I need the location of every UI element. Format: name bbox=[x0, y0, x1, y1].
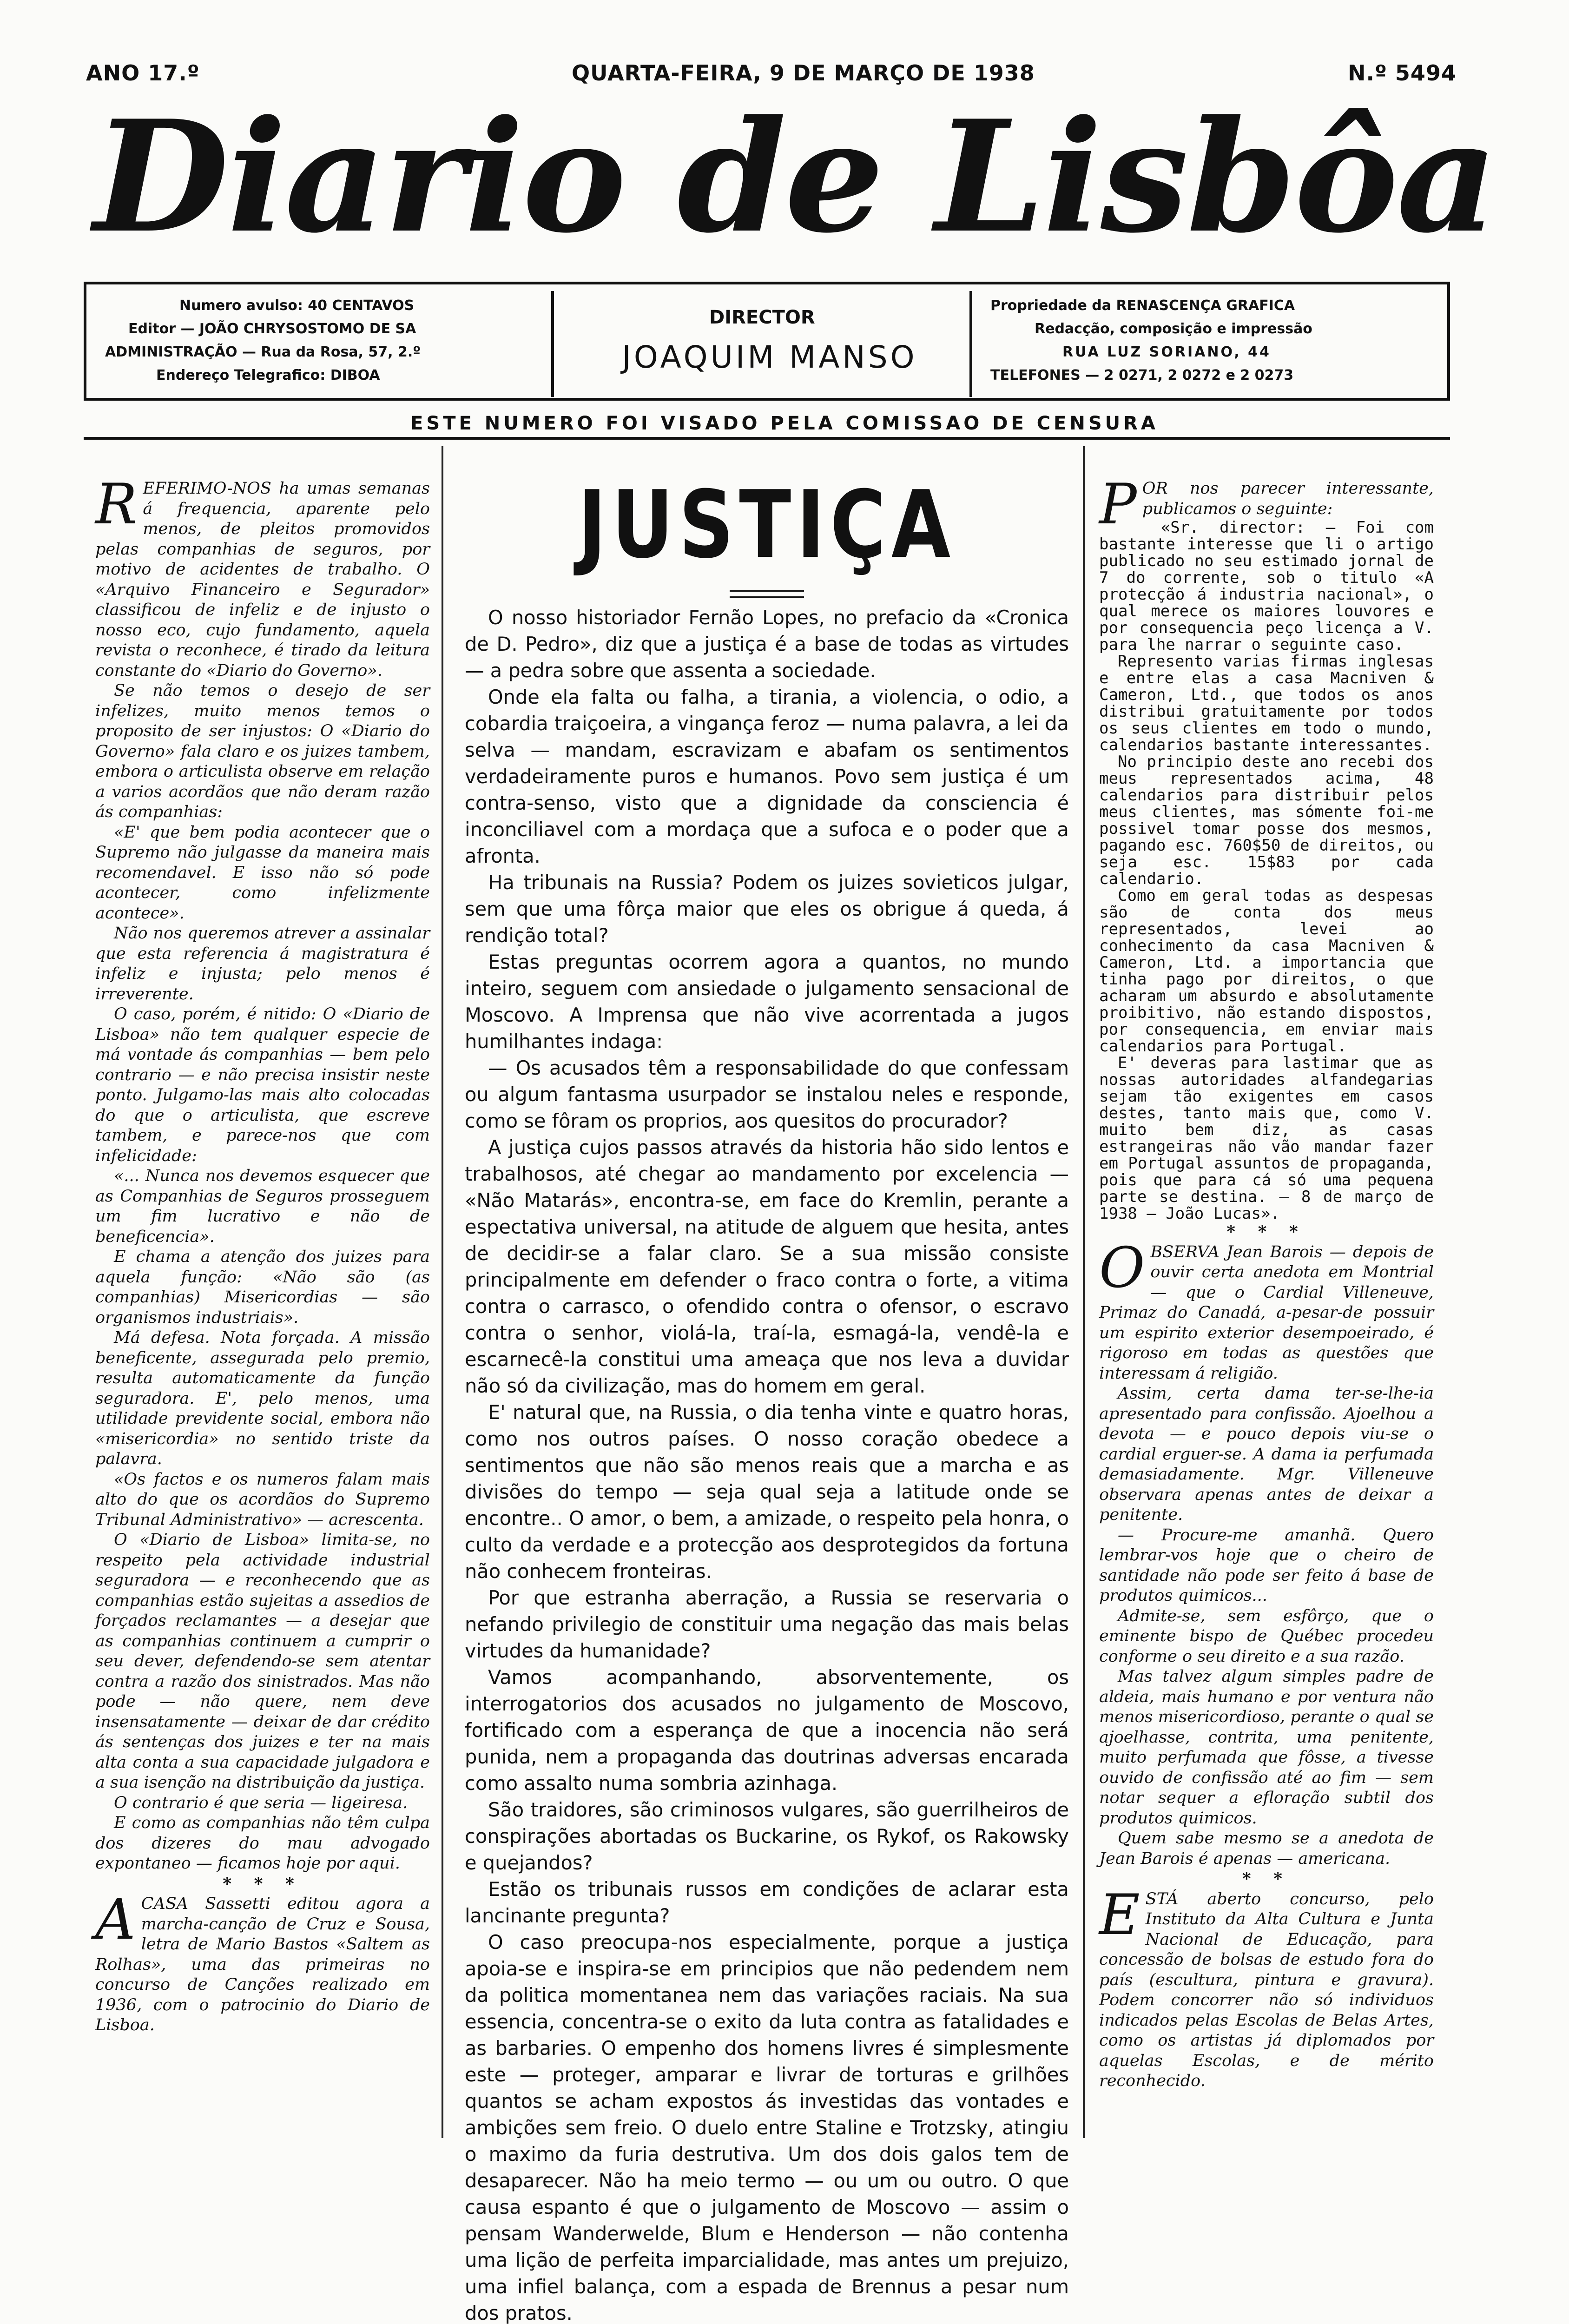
article-paragraph: STÁ aberto concurso, pelo Instituto da Alta Cultura e Junta Nacional de Educação, para concessão de bolsas de estudo fora do país (escultura, pintura e gravura). Podem concorrer não só individuos indicados pelas Escolas de Belas Artes, como os artistas já diplomados por aquelas Escolas, e de mérito reconhecido. bbox=[1099, 1889, 1434, 2090]
price-line: Numero avulso: 40 CENTAVOS bbox=[179, 297, 415, 314]
letter-paragraph: E' deveras para lastimar que as nossas autoridades alfandegarias sejam tão exigentes em casos destes, tanto mais que, como V. muito bem diz, as casas estrangeiras não vão mandar fazer em Portugal assuntos de propaganda, pois que para cá só uma pequena parte se destina. — 8 de março de 1938 — João Lucas». bbox=[1099, 1054, 1434, 1223]
right-column bbox=[1099, 472, 1434, 2092]
press-line: Redacção, composição e impressão bbox=[1035, 321, 1312, 337]
director-name: JOAQUIM MANSO bbox=[622, 339, 917, 375]
drop-cap: R bbox=[95, 472, 138, 537]
article-paragraph: E' natural que, na Russia, o dia tenha vinte e quatro horas, como nos outros países. O nosso coração obedece a sentimentos que não são menos reais que a marcha e as divisões do tempo — seja qual seja a latitude onde se encontre.. O amor, o bem, a amizade, o respeito pela honra, o culto da verdade e a protecção aos desprotegidos da fortuna não conhecem fronteiras. bbox=[465, 1401, 1069, 1583]
article-paragraph: Admite-se, sem esfôrço, que o eminente bispo de Québec procedeu conforme o seu direito e a sua razão. bbox=[1099, 1606, 1434, 1666]
date-line: QUARTA-FEIRA, 9 DE MARÇO DE 1938 bbox=[572, 60, 1035, 86]
center-column bbox=[465, 604, 1069, 2324]
article-paragraph: Se não temos o desejo de ser infelizes, muito menos temos o proposito de ser injustos: O «Diario do Governo» fala claro e os juizes tambem, embora o articulista observe em relação a varios acordãos que não deram razão ás companhias: bbox=[95, 681, 430, 821]
section-separator: * * * bbox=[1226, 1222, 1306, 1241]
drop-cap: E bbox=[1099, 1882, 1140, 1948]
issue-number: N.º 5494 bbox=[1348, 60, 1457, 86]
article-paragraph: Estão os tribunais russos em condições de aclarar esta lancinante pregunta? bbox=[465, 1878, 1069, 1927]
article-paragraph: Por que estranha aberração, a Russia se reservaria o nefando privilegio de constituir uma negação das mais belas virtudes da humanidade? bbox=[465, 1586, 1069, 1662]
drop-cap: P bbox=[1099, 472, 1137, 537]
article-paragraph: São traidores, são criminosos vulgares, são guerrilheiros de conspirações abortadas os Buckarine, os Rykof, os Rakowsky e quejandos? bbox=[465, 1798, 1069, 1874]
article-paragraph: Vamos acompanhando, absorventemente, os interrogatorios dos acusados no julgamento de Moscovo, fortificado com a esperança de que a inocencia não será punida, nem a propaganda das doutrinas adversas encarada como assalto numa sombria azinhaga. bbox=[465, 1666, 1069, 1795]
column-rule bbox=[442, 446, 443, 2138]
article-paragraph: Não nos queremos atrever a assinalar que esta referencia á magistratura é infeliz e injusta; pelo menos é irreverente. bbox=[95, 924, 430, 1004]
letter-paragraph: Represento varias firmas inglesas e entre elas a casa Macniven & Cameron, Ltd., que todos os anos distribui gratuitamente por todos os seus clientes em todo o mundo, calendarios bastante interessantes. bbox=[1099, 652, 1434, 754]
article-paragraph: A justiça cujos passos através da historia hão sido lentos e trabalhosos, até chegar ao mandamento por excelencia — «Não Matarás», encontra-se, em face do Kremlin, perante a espectativa universal, na atitude de alguem que hesita, antes de decidir-se a falar claro. Se a sua missão consiste principalmente em defender o fraco contra o forte, a vitima contra o carrasco, o ofendido contra o ofensor, o escravo contra o senhor, violá-la, traí-la, esmagá-la, vendê-la e escarnecê-la constitui uma ameaça que nos leva a duvidar não só da civilização, mas do homem em geral. bbox=[465, 1136, 1069, 1397]
article-paragraph: E como as companhias não têm culpa dos dizeres do mau advogado expontaneo — ficamos hoje por aqui. bbox=[95, 1814, 430, 1873]
article-paragraph: O caso, porém, é nitido: O «Diario de Lisboa» não tem qualquer especie de má vontade ás companhias — bem pelo contrario — e não precisa insistir neste ponto. Julgamo-las mais alto colocadas do que o articulista, que escreve tambem, e parece-nos que com infelicidade: bbox=[95, 1005, 430, 1165]
reader-letter bbox=[1099, 519, 1434, 1222]
letter-paragraph: «Sr. director: — Foi com bastante interesse que li o artigo publicado no seu estimado jornal de 7 do corrente, sob o titulo «A protecção á industria nacional», o qual merece os maiores louvores e por consequencia peço licença a V. para lhe narrar o seguinte caso. bbox=[1099, 518, 1434, 654]
administration-line: ADMINISTRAÇÃO — Rua da Rosa, 57, 2.º bbox=[105, 344, 421, 360]
publication-info-box bbox=[84, 282, 1450, 401]
year-label: ANO 17.º bbox=[86, 60, 200, 86]
article-paragraph: — Os acusados têm a responsabilidade do que confessam ou algum fantasma usurpador se instalou neles e responde, como se fôram os proprios, aos quesitos do procurador? bbox=[465, 1056, 1069, 1132]
headline: JUSTIÇA bbox=[578, 471, 956, 579]
drop-cap: A bbox=[95, 1888, 136, 1952]
info-divider bbox=[551, 291, 554, 397]
section-separator: * * bbox=[1242, 1869, 1291, 1888]
article-paragraph: «E' que bem podia acontecer que o Supremo não julgasse da maneira mais recomendavel. E isso não só pode acontecer, como infelizmente acontece». bbox=[95, 823, 430, 923]
article-paragraph: «Os factos e os numeros falam mais alto do que os acordãos do Supremo Tribunal Administrativo» — acrescenta. bbox=[95, 1470, 430, 1529]
phones-line: TELEFONES — 2 0271, 2 0272 e 2 0273 bbox=[990, 367, 1294, 383]
article-paragraph: CASA Sassetti editou agora a marcha-canção de Cruz e Sousa, letra de Mario Bastos «Saltem as Rolhas», uma das primeiras no concurso de Canções realizado em 1936, com o patrocinio do Diario de Lisboa. bbox=[95, 1895, 430, 2034]
address-line: RUA LUZ SORIANO, 44 bbox=[1062, 344, 1271, 360]
letter-paragraph: Como em geral todas as despesas são de conta dos meus representados, levei ao conhecimento da casa Macniven & Cameron, Ltd. a importancia que tinha pago por direitos, o que acharam um absurdo e absolutamente proibitivo, não estando dispostos, por consequencia, em enviar mais calendarios para Portugal. bbox=[1099, 886, 1434, 1056]
article-paragraph: Mas talvez algum simples padre de aldeia, mais humano e por ventura não menos misericordioso, perante o qual se ajoelhasse, contrita, uma penitente, muito perfumada que fôsse, a tivesse ouvido de confissão até ao fim — sem notar sequer a efloração subtil dos produtos quimicos. bbox=[1099, 1667, 1434, 1828]
article-paragraph: O caso preocupa-nos especialmente, porque a justiça apoia-se e inspira-se em principios que não pedendem nem da politica momentanea nem das variações raciais. Na sua essencia, concentra-se o exito da luta contra as fatalidades e as barbaries. O empenho dos homens livres é simplesmente este — proteger, amparar e livrar de torturas e grilhões quantos se acham expostos ás investidas das vontades e ambições sem freio. O duelo entre Staline e Trotzsky, atingiu o maximo da furia destrutiva. Um dos dois galos tem de desaparecer. Não ha meio termo — ou um ou outro. O que causa espanto é que o julgamento de Moscovo — assim o pensam Wanderwelde, Blum e Henderson — não contenha uma lição de perfeita imparcialidade, mas antes um prejuizo, uma infiel balança, com a espada de Brennus a pesar num dos pratos. bbox=[465, 1931, 1069, 2324]
article-paragraph: E chama a atenção dos juizes para aquela função: «Não são (as companhias) Misericordias — são organismos industriais». bbox=[95, 1248, 430, 1327]
article-paragraph: Quem sabe mesmo se a anedota de Jean Barois é apenas — americana. bbox=[1099, 1829, 1434, 1868]
letter-paragraph: No principio deste ano recebi dos meus representados acima, 48 calendarios para distribuir pelos meus clientes, mas sómente foi-me possivel tomar posse dos mesmos, pagando esc. 760$50 de direitos, ou seja esc. 15$83 por cada calendario. bbox=[1099, 753, 1434, 888]
article-paragraph: Má defesa. Nota forçada. A missão beneficente, assegurada pelo premio, resulta automaticamente da função seguradora. E', pelo menos, uma utilidade previdente social, embora não «misericordia» no sentido triste da palavra. bbox=[95, 1328, 430, 1468]
info-divider bbox=[969, 291, 972, 397]
article-paragraph: Ha tribunais na Russia? Podem os juizes sovieticos julgar, sem que uma fôrça maior que eles os obrigue á queda, á rendição total? bbox=[465, 871, 1069, 947]
article-paragraph: O nosso historiador Fernão Lopes, no prefacio da «Cronica de D. Pedro», diz que a justiça é a base de todas as virtudes — a pedra sobre que assenta a sociedade. bbox=[465, 606, 1069, 682]
article-paragraph: Onde ela falta ou falha, a tirania, a violencia, o odio, a cobardia traiçoeira, a vingança feroz — numa palavra, a lei da selva — mandam, escravizam e abafam os sentimentos verdadeiramente puros e humanos. Povo sem justiça é um contra-senso, visto que a dignidade da consciencia é inconciliavel com a mordaça que a sufoca e o poder que a afronta. bbox=[465, 686, 1069, 867]
article-paragraph: Estas preguntas ocorrem agora a quantos, no mundo inteiro, seguem com ansiedade o julgamento sensacional de Moscovo. A Imprensa que não vive acorrentada a jugos humilhantes indaga: bbox=[465, 951, 1069, 1053]
article-paragraph: OR nos parecer interessante, publicamos o seguinte: bbox=[1142, 479, 1434, 518]
newspaper-masthead: Diario de Lisbôa bbox=[93, 86, 1496, 267]
telegraph-line: Endereço Telegrafico: DIBOA bbox=[156, 367, 380, 383]
director-label: DIRECTOR bbox=[709, 307, 815, 328]
censorship-notice: ESTE NUMERO FOI VISADO PELA COMISSAO DE CENSURA bbox=[410, 413, 1159, 434]
article-paragraph: Assim, certa dama ter-se-lhe-ia apresentado para confissão. Ajoelhou a devota — e pouco depois viu-se o cardial erguer-se. A dama ia perfumada demasiadamente. Mgr. Villeneuve observara apenas antes de deixar a penitente. bbox=[1099, 1384, 1434, 1524]
left-column bbox=[95, 472, 430, 2036]
section-separator: * * * bbox=[223, 1874, 303, 1894]
article-paragraph: BSERVA Jean Barois — depois de ouvir certa anedota em Montrial — que o Cardial Villeneuve, Primaz do Canadá, a-pesar-de possuir um espirito exterior desempoeirado, é rigoroso em todas as questões que interessam á religião. bbox=[1099, 1242, 1434, 1383]
article-paragraph: O «Diario de Lisboa» limita-se, no respeito pela actividade industrial seguradora — e reconhecendo que as companhias estão sujeitas a assedios de forçados reclamantes — a desejar que as companhias continuem a cumprir o seu dever, defendendo-se sem atentar contra a razão dos sinistrados. Mas não pode — não quere, nem deve insensatamente — deixar de dar crédito ás sentenças dos juizes e ter na mais alta conta a sua capacidade julgadora e a sua isenção na distribuição da justiça. bbox=[95, 1531, 430, 1792]
article-paragraph: — Procure-me amanhã. Quero lembrar-vos hoje que o cheiro de santidade não pode ser feito á base de produtos quimicos... bbox=[1099, 1525, 1434, 1605]
owner-line: Propriedade da RENASCENÇA GRAFICA bbox=[990, 297, 1295, 314]
article-paragraph: EFERIMO-NOS ha umas semanas á frequencia, aparente pelo menos, de pleitos promovidos pelas companhias de seguros, por motivo de acidentes de trabalho. O «Arquivo Financeiro e Segurador» classificou de infeliz e de injusto o nosso eco, cujo fundamento, aquela revista o reconhece, é tirado da leitura constante do «Diario do Governo». bbox=[95, 479, 430, 680]
article-paragraph: O contrario é que seria — ligeiresa. bbox=[114, 1793, 408, 1812]
column-rule bbox=[1083, 446, 1085, 2138]
headline-ornament bbox=[730, 590, 804, 598]
top-rule bbox=[84, 437, 1450, 440]
editor-line: Editor — JOÃO CHRYSOSTOMO DE SA bbox=[128, 321, 416, 337]
article-paragraph: «... Nunca nos devemos esquecer que as Companhias de Seguros prosseguem um fim lucrativo e não de beneficencia». bbox=[95, 1167, 430, 1246]
drop-cap: O bbox=[1099, 1235, 1145, 1301]
